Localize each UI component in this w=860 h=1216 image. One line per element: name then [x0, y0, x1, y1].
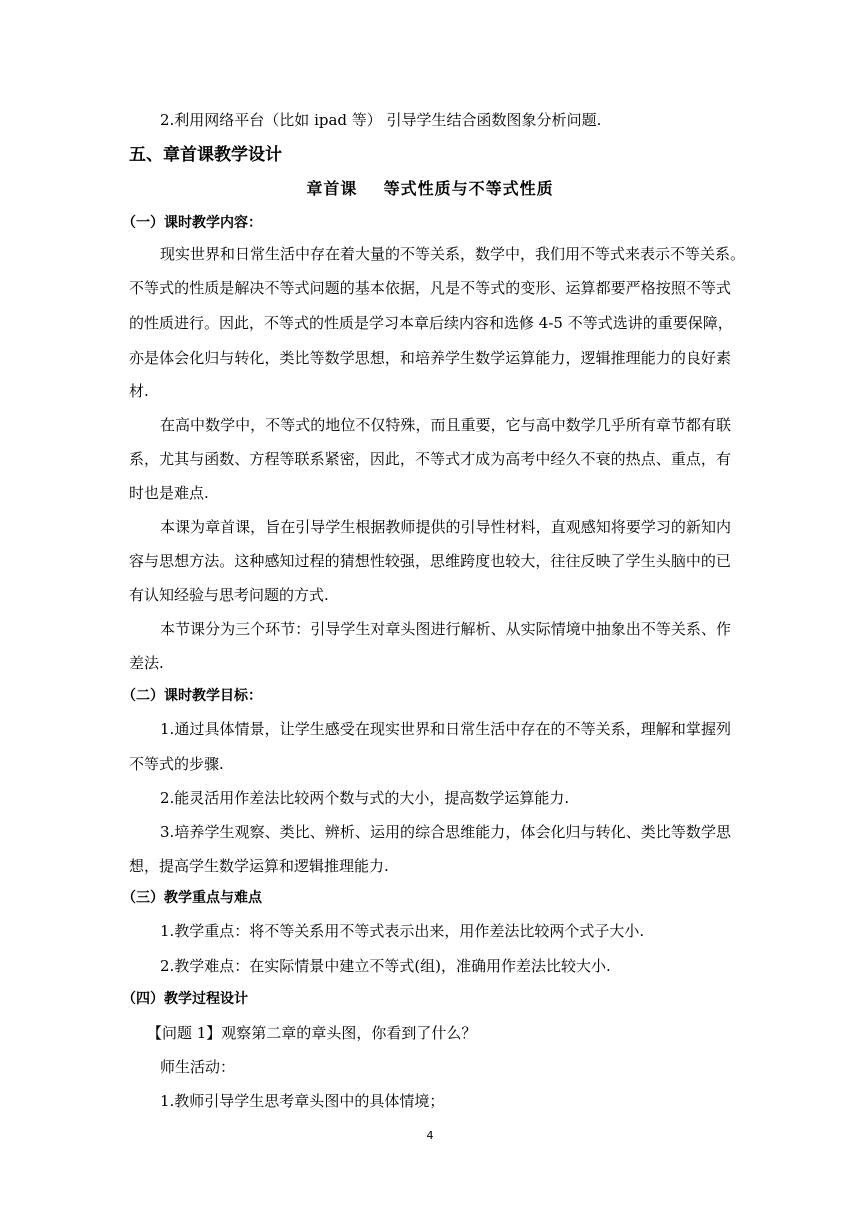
- paragraph-line: 现实世界和日常生活中存在着大量的不等关系，数学中，我们用不等式来表示不等关系。: [160, 245, 746, 263]
- part4-heading: （四）教学过程设计: [122, 991, 248, 1007]
- goal-line: 1.通过具体情景，让学生感受在现实世界和日常生活中存在的不等关系，理解和掌握列: [160, 720, 731, 738]
- paragraph-line: 本课为章首课，旨在引导学生根据教师提供的引导性材料，直观感知将要学习的新知内: [160, 518, 731, 536]
- paragraph-line: 的性质进行。因此，不等式的性质是学习本章后续内容和选修 4-5 不等式选讲的重要保障，: [129, 314, 733, 332]
- goal-line: 2.能灵活用作差法比较两个数与式的大小，提高数学运算能力.: [160, 789, 570, 807]
- paragraph-line: 亦是体会化归与转化，类比等数学思想，和培养学生数学运算能力，逻辑推理能力的良好素: [129, 349, 731, 367]
- activity-item: 1.教师引导学生思考章头图中的具体情境；: [160, 1092, 445, 1110]
- activity-label: 师生活动：: [160, 1058, 236, 1076]
- paragraph-line: 在高中数学中，不等式的地位不仅特殊，而且重要，它与高中数学几乎所有章节都有联: [160, 416, 731, 434]
- goal-line: 想，提高学生数学运算和逻辑推理能力.: [129, 857, 389, 875]
- paragraph-line: 有认知经验与思考问题的方式.: [129, 586, 329, 604]
- part1-heading: （一）课时教学内容：: [122, 215, 262, 231]
- paragraph-line: 本节课分为三个环节：引导学生对章头图进行解析、从实际情境中抽象出不等关系、作: [160, 620, 731, 638]
- lesson-title: 章首课 等式性质与不等式性质: [306, 179, 554, 198]
- section-heading: 五、章首课教学设计: [129, 145, 282, 165]
- paragraph-line: 不等式的性质是解决不等式问题的基本依据，凡是不等式的变形、运算都要严格按照不等式: [129, 279, 731, 297]
- goal-line: 3.培养学生观察、类比、辨析、运用的综合思维能力，体会化归与转化、类比等数学思: [160, 823, 731, 841]
- paragraph-line: 差法.: [129, 654, 164, 672]
- goal-line: 不等式的步骤.: [129, 755, 224, 773]
- paragraph-line: 容与思想方法。这种感知过程的猜想性较强，思维跨度也较大，往往反映了学生头脑中的已: [129, 552, 731, 570]
- paragraph-line: 时也是难点.: [129, 484, 209, 502]
- key-point-line: 2.教学难点：在实际情景中建立不等式(组)，准确用作差法比较大小.: [160, 957, 611, 975]
- intro-item: 2.利用网络平台（比如 ipad 等） 引导学生结合函数图象分析问题.: [160, 111, 602, 129]
- paragraph-line: 材.: [129, 382, 149, 400]
- part3-heading: （三）教学重点与难点: [122, 890, 262, 906]
- paragraph-line: 系，尤其与函数、方程等联系紧密，因此，不等式才成为高考中经久不衰的热点、重点，有: [129, 450, 731, 468]
- part2-heading: （二）课时教学目标：: [122, 688, 262, 704]
- question-line: 【问题 1】观察第二章的章头图，你看到了什么？: [147, 1024, 477, 1042]
- page-number: 4: [426, 1129, 434, 1142]
- key-point-line: 1.教学重点：将不等关系用不等式表示出来，用作差法比较两个式子大小.: [160, 922, 645, 940]
